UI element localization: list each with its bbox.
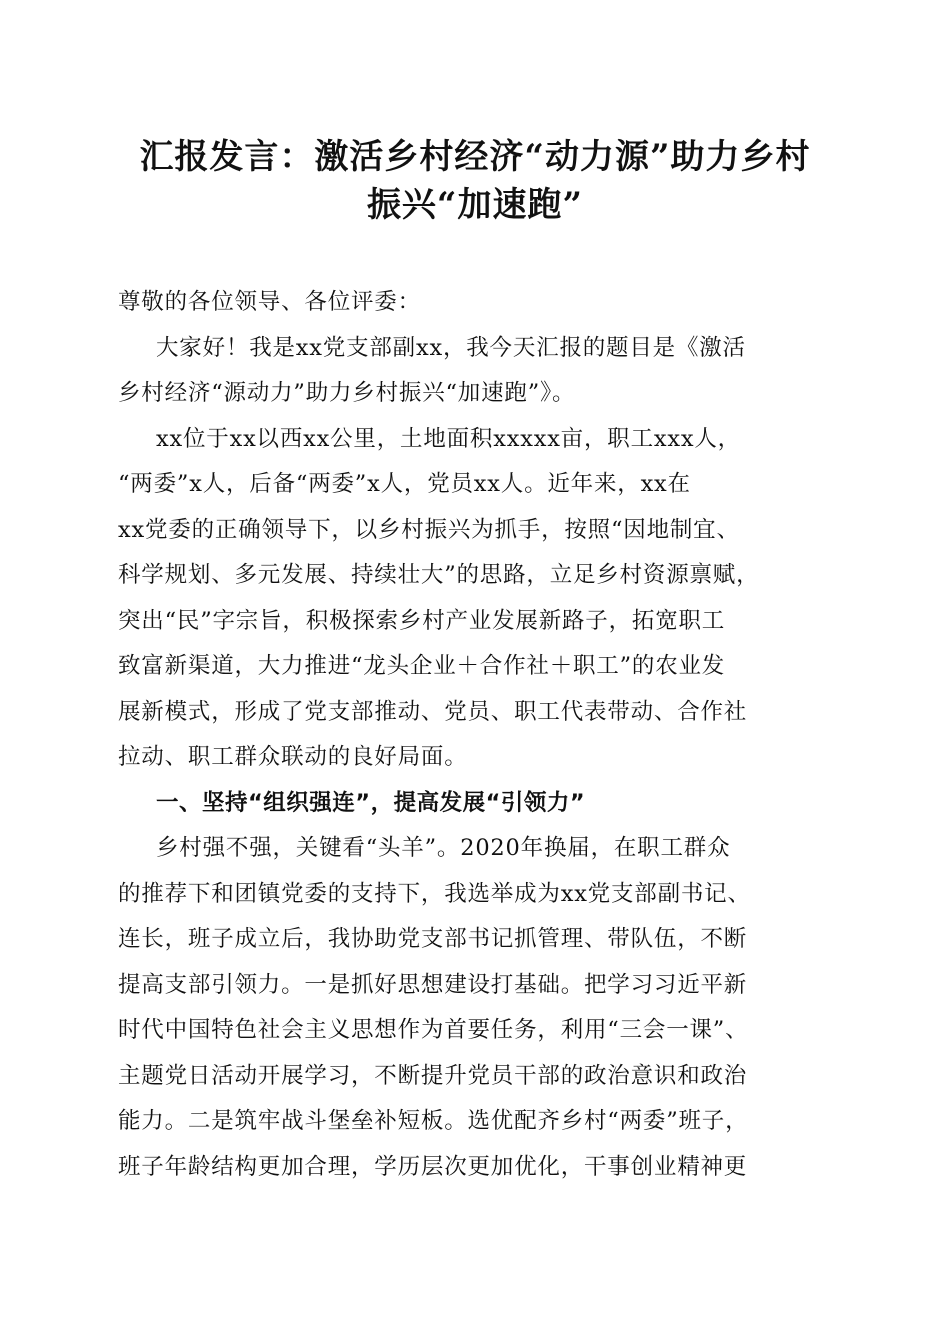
section-one-paragraph bbox=[118, 826, 838, 1190]
text-line: xx党委的正确领导下，以乡村振兴为抓手，按照“因地制宜、 bbox=[118, 516, 740, 543]
text-line: 乡村经济“源动力”助力乡村振兴“加速跑”》。 bbox=[118, 380, 576, 406]
text-line: 班子年龄结构更加合理，学历层次更加优化，干事创业精神更 bbox=[118, 1153, 748, 1180]
text-line: 展新模式，形成了党支部推动、党员、职工代表带动、合作社 bbox=[118, 698, 748, 725]
document-title bbox=[110, 133, 840, 229]
title-line-1: 汇报发言：激活乡村经济“动力源”助力乡村 bbox=[139, 137, 811, 177]
intro-paragraph bbox=[118, 326, 838, 417]
text-line: xx位于xx以西xx公里，土地面积xxxxx亩，职工xxx人， bbox=[156, 425, 741, 452]
section-heading: 一、坚持“组织强连”，提高发展“引领力” bbox=[156, 789, 586, 816]
document-body bbox=[118, 280, 838, 1190]
background-paragraph bbox=[118, 417, 838, 781]
text-line: 乡村强不强，关键看“头羊”。2020年换届，在职工群众 bbox=[156, 835, 731, 861]
text-line: 主题党日活动开展学习，不断提升党员干部的政治意识和政治 bbox=[118, 1062, 748, 1089]
text-line: 致富新渠道，大力推进“龙头企业＋合作社＋职工”的农业发 bbox=[118, 653, 726, 679]
text-line: 突出“民”字宗旨，积极探索乡村产业发展新路子，拓宽职工 bbox=[118, 607, 726, 634]
text-line: 时代中国特色社会主义思想作为首要任务，利用“三会一课”、 bbox=[118, 1017, 749, 1043]
text-line: 能力。二是筑牢战斗堡垒补短板。选优配齐乡村“两委”班子， bbox=[118, 1108, 749, 1134]
section-heading-paragraph bbox=[118, 781, 838, 827]
text-line: 连长，班子成立后，我协助党支部书记抓管理、带队伍，不断 bbox=[118, 926, 748, 952]
text-line: 提高支部引领力。一是抓好思想建设打基础。把学习习近平新 bbox=[118, 971, 748, 998]
text-line: 拉动、职工群众联动的良好局面。 bbox=[118, 744, 468, 770]
title-line-2: 振兴“加速跑” bbox=[366, 185, 584, 225]
text-line: 大家好！我是xx党支部副xx，我今天汇报的题目是《激活 bbox=[156, 334, 746, 361]
salutation-paragraph bbox=[118, 280, 838, 326]
text-line: “两委”x人，后备“两委”x人，党员xx人。近年来，xx在 bbox=[118, 471, 691, 497]
text-line: 科学规划、多元发展、持续壮大”的思路，立足乡村资源禀赋， bbox=[118, 562, 760, 588]
text-line: 的推荐下和团镇党委的支持下，我选举成为xx党支部副书记、 bbox=[118, 880, 751, 907]
salutation: 尊敬的各位领导、各位评委： bbox=[118, 289, 421, 315]
